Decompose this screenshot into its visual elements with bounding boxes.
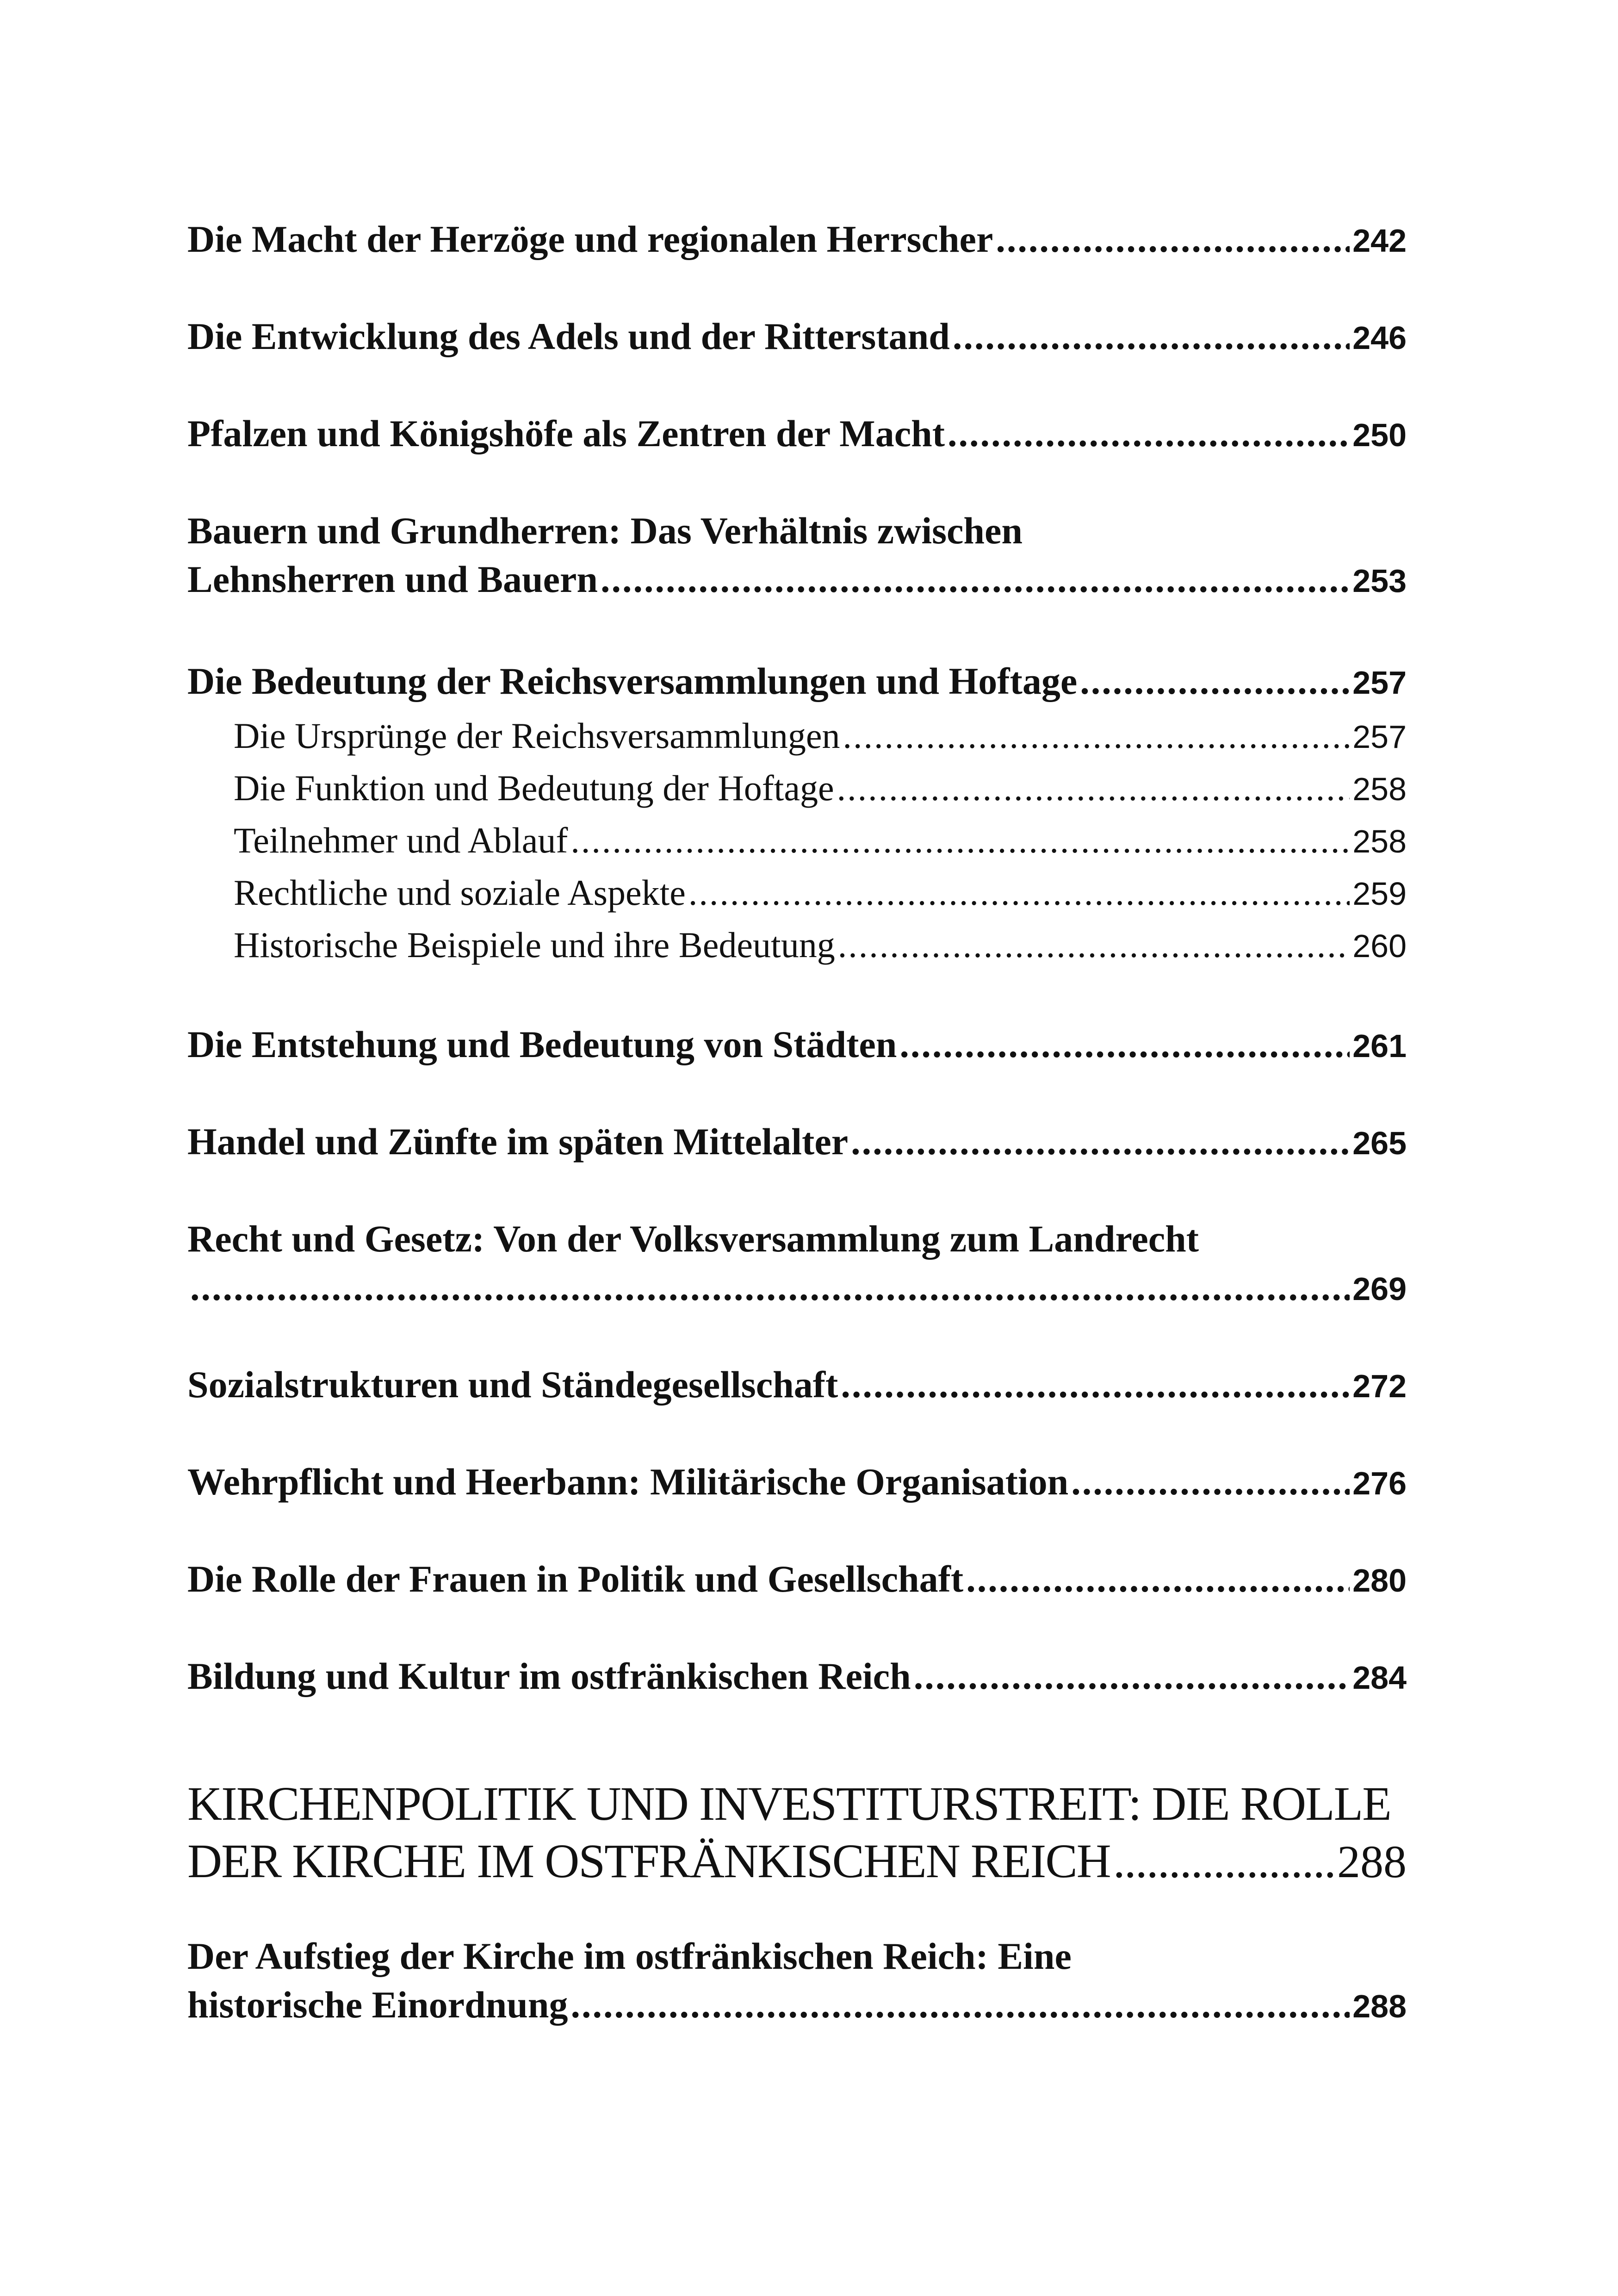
toc-leader-dots bbox=[1077, 660, 1350, 703]
toc-entry-page: 272 bbox=[1352, 1368, 1407, 1404]
toc-entry-page: 280 bbox=[1352, 1562, 1407, 1599]
toc-entry[interactable] bbox=[187, 1557, 1407, 1601]
toc-entry-page: 265 bbox=[1352, 1125, 1407, 1161]
toc-subentry-title: Die Ursprünge der Reichsversammlungen bbox=[234, 716, 840, 756]
toc-leader-dots bbox=[835, 924, 1350, 966]
toc-entry[interactable] bbox=[187, 1983, 1407, 2027]
toc-leader-dots bbox=[897, 1023, 1350, 1066]
toc-entry-title: Pfalzen und Königshöfe als Zentren der Macht bbox=[187, 412, 945, 454]
toc-entry-title: Die Macht der Herzöge und regionalen Herrscher bbox=[187, 218, 993, 260]
toc-subentry-page: 257 bbox=[1352, 719, 1407, 755]
toc-subentry-page: 259 bbox=[1352, 876, 1407, 912]
toc-entry-page: 276 bbox=[1352, 1465, 1407, 1501]
toc-entry-title: Die Entwicklung des Adels und der Ritterstand bbox=[187, 315, 950, 357]
chapter-title: DER KIRCHE IM OSTFRÄNKISCHEN REICH bbox=[187, 1835, 1110, 1888]
toc-leader-dots bbox=[911, 1655, 1350, 1698]
toc-entry[interactable] bbox=[187, 660, 1407, 703]
toc-subentry[interactable] bbox=[234, 767, 1407, 809]
toc-entry[interactable] bbox=[187, 218, 1407, 261]
toc-subentry[interactable] bbox=[234, 924, 1407, 966]
toc-subentry-title: Rechtliche und soziale Aspekte bbox=[234, 872, 686, 913]
toc-subentry-title: Teilnehmer und Ablauf bbox=[234, 820, 568, 860]
toc-leader-dots bbox=[993, 218, 1350, 261]
toc-subentry-title: Die Funktion und Bedeutung der Hoftage bbox=[234, 768, 834, 808]
toc-entry-page: 288 bbox=[1352, 1988, 1407, 2024]
toc-entry[interactable] bbox=[187, 1266, 1407, 1309]
toc-subentry-page: 258 bbox=[1352, 823, 1407, 859]
toc-entry-title: historische Einordnung bbox=[187, 1984, 568, 2026]
toc-entry-page: 242 bbox=[1352, 223, 1407, 259]
toc-subentry[interactable] bbox=[234, 820, 1407, 861]
toc-entry-title: Sozialstrukturen und Ständegesellschaft bbox=[187, 1363, 838, 1406]
toc-entry[interactable] bbox=[187, 1460, 1407, 1504]
toc-leader-dots bbox=[945, 412, 1350, 455]
toc-entry[interactable] bbox=[187, 315, 1407, 358]
toc-entry-title-line1[interactable]: Bauern und Grundherren: Das Verhältnis zwischen bbox=[187, 510, 1023, 552]
toc-leader-dots bbox=[848, 1120, 1350, 1164]
toc-leader-dots bbox=[568, 820, 1350, 861]
toc-entry[interactable] bbox=[187, 1655, 1407, 1698]
toc-subentry[interactable] bbox=[234, 715, 1407, 757]
toc-entry-title: Die Entstehung und Bedeutung von Städten bbox=[187, 1023, 897, 1065]
toc-entry-page: 284 bbox=[1352, 1660, 1407, 1696]
toc-entry-page: 246 bbox=[1352, 320, 1407, 356]
toc-leader-dots bbox=[950, 315, 1350, 358]
toc-leader-dots bbox=[686, 872, 1350, 914]
chapter-page: 288 bbox=[1337, 1836, 1407, 1887]
toc-entry-page: 257 bbox=[1352, 665, 1407, 701]
toc-subentry-page: 260 bbox=[1352, 928, 1407, 964]
toc-entry-page: 253 bbox=[1352, 563, 1407, 599]
chapter-title-line1[interactable]: KIRCHENPOLITIK UND INVESTITURSTREIT: DIE ROLLE bbox=[187, 1777, 1391, 1830]
toc-entry-title-line1[interactable]: Recht und Gesetz: Von der Volksversammlung zum Landrecht bbox=[187, 1218, 1199, 1260]
toc-leader-dots bbox=[568, 1983, 1350, 2027]
toc-subentry-title: Historische Beispiele und ihre Bedeutung bbox=[234, 925, 835, 965]
toc-entry[interactable] bbox=[187, 558, 1407, 601]
toc-subentry[interactable] bbox=[234, 872, 1407, 914]
toc-entry-title: Bildung und Kultur im ostfränkischen Reich bbox=[187, 1655, 911, 1697]
toc-entry-title-line1[interactable]: Der Aufstieg der Kirche im ostfränkischen Reich: Eine bbox=[187, 1935, 1072, 1977]
toc-leader-dots bbox=[1110, 1834, 1334, 1889]
toc-entry-title: Wehrpflicht und Heerbann: Militärische Organisation bbox=[187, 1461, 1069, 1503]
toc-leader-dots bbox=[840, 715, 1350, 757]
toc-entry[interactable] bbox=[187, 1120, 1407, 1164]
toc-entry-title: Die Rolle der Frauen in Politik und Gesellschaft bbox=[187, 1558, 964, 1600]
toc-leader-dots bbox=[963, 1557, 1350, 1601]
toc-leader-dots bbox=[187, 1266, 1350, 1309]
toc-entry-page: 261 bbox=[1352, 1028, 1407, 1064]
toc-entry[interactable] bbox=[187, 412, 1407, 455]
chapter-entry[interactable] bbox=[187, 1834, 1407, 1889]
toc-entry[interactable] bbox=[187, 1023, 1407, 1066]
toc-entry-page: 250 bbox=[1352, 417, 1407, 453]
toc-leader-dots bbox=[598, 558, 1350, 601]
toc-leader-dots bbox=[838, 1363, 1350, 1406]
toc-subentry-page: 258 bbox=[1352, 771, 1407, 807]
toc-entry-page: 269 bbox=[1352, 1271, 1407, 1307]
toc-leader-dots bbox=[1068, 1460, 1350, 1504]
toc-leader-dots bbox=[834, 767, 1350, 809]
toc-entry-title: Handel und Zünfte im späten Mittelalter bbox=[187, 1120, 849, 1163]
toc-entry-title: Lehnsherren und Bauern bbox=[187, 558, 598, 600]
toc-entry-title: Die Bedeutung der Reichsversammlungen und Hoftage bbox=[187, 660, 1078, 702]
toc-entry[interactable] bbox=[187, 1363, 1407, 1406]
